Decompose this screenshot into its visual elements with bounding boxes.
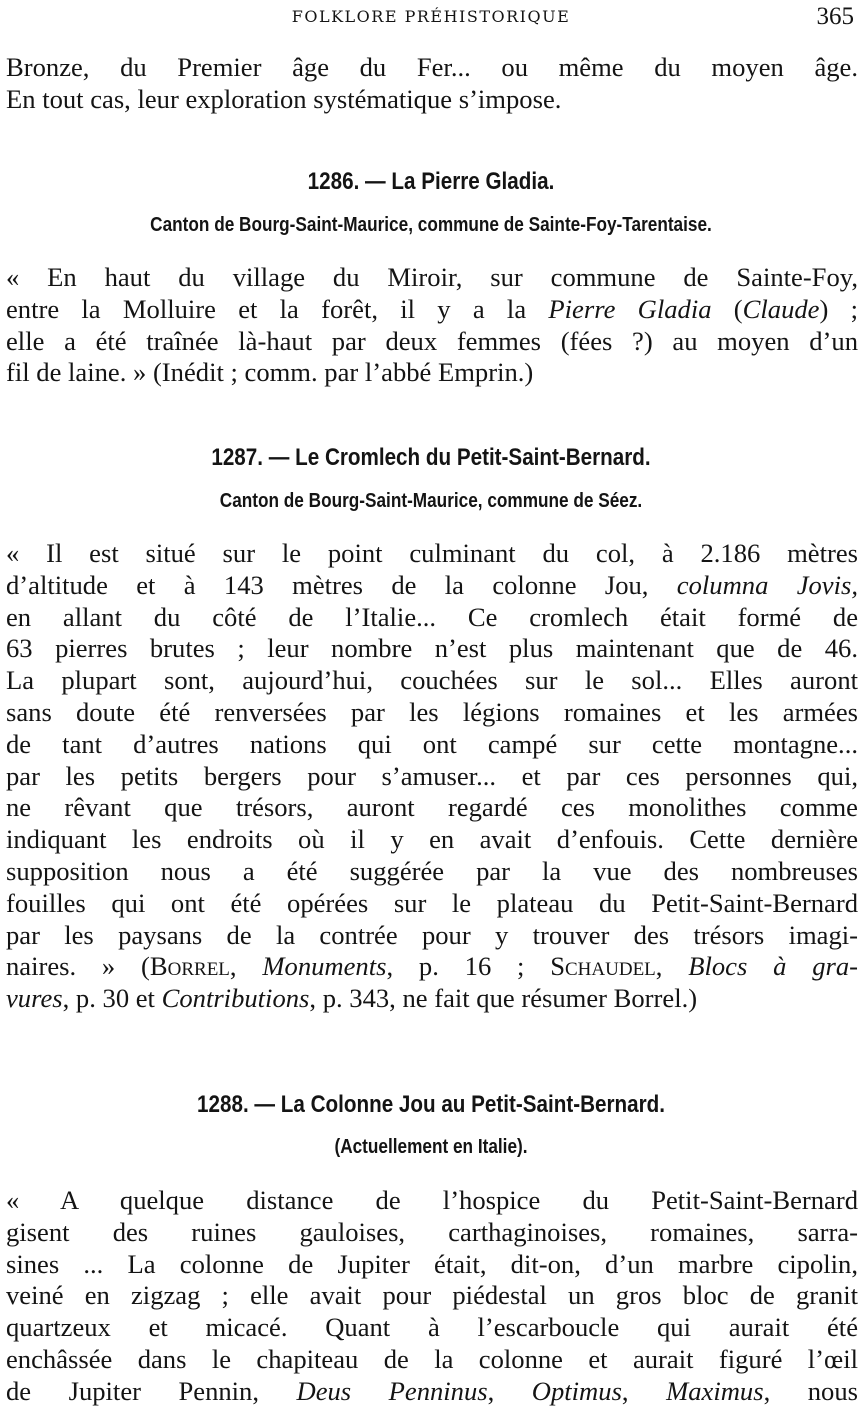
italic-term: Maximus [666, 1375, 764, 1406]
text-line: « A quelque distance de l’hospice du Petit-Saint-Bernard [6, 1185, 858, 1215]
entry-dash: — [254, 1091, 276, 1118]
entry-heading-1288 [60, 1091, 801, 1119]
text-line: supposition nous a été suggérée par la vue des nombreuses [6, 855, 858, 886]
text-line: veiné en zigzag ; elle avait pour piédestal un gros bloc de granit [6, 1280, 858, 1311]
text-line: vures, p. 30 et Contributions, p. 343, ne fait que résumer Borrel.) [6, 983, 698, 1014]
text-line: elle a été traînée là-haut par deux femmes (fées ?) au moyen d’un [6, 325, 858, 356]
text-line: par les petits bergers pour s’amuser... et par ces personnes qui, [6, 760, 858, 791]
text-line: La plupart sont, aujourd’hui, couchées sur le sol... Elles auront [6, 665, 858, 696]
text-line: indiquant les endroits où il y en avait d’enfouis. Cette dernière [6, 824, 858, 855]
italic-term: Blocs à gra- [688, 951, 858, 982]
text-line: par les paysans de la contrée pour y trouver des trésors imagi- [6, 919, 858, 950]
entry-body-1287 [6, 538, 858, 1015]
entry-body-1288 [6, 1185, 858, 1408]
entry-number: 1287. [211, 444, 264, 471]
text-line: sans doute été renversées par les légions romaines et les armées [6, 696, 858, 727]
text-line: Bronze, du Premier âge du Fer... ou même du moyen âge. [6, 52, 858, 82]
italic-term: Deus Penninus [296, 1375, 488, 1406]
running-title: FOLKLORE PRÉHISTORIQUE [291, 7, 571, 26]
text-line: ne rêvant que trésors, auront regardé ces monolithes comme [6, 792, 858, 823]
entry-title: La Colonne Jou au Petit-Saint-Bernard. [280, 1091, 665, 1118]
entry-subtitle-1286: Canton de Bourg-Saint-Maurice, commune de Sainte-Foy-Tarentaise. [150, 214, 712, 236]
entry-heading-1286 [60, 168, 801, 196]
text-line: naires. » (Borrel, Monuments, p. 16 ; Schaudel, Blocs à gra- [6, 951, 858, 982]
entry-dash: — [268, 444, 290, 471]
text-line: en allant du côté de l’Italie... Ce cromlech était formé de [6, 601, 858, 632]
entry-body-1286 [6, 262, 858, 389]
entry-title: La Pierre Gladia. [391, 168, 555, 195]
text-line: enchâssée dans le chapiteau de la colonne et aurait figuré l’œil [6, 1343, 858, 1374]
italic-term: Pierre Gladia [548, 293, 712, 324]
text-line: En tout cas, leur exploration systématique s’impose. [6, 83, 562, 114]
italic-term: Monuments [262, 951, 387, 982]
text-line: fouilles qui ont été opérées sur le plateau du Petit-Saint-Bernard [6, 887, 858, 918]
entry-title: Le Cromlech du Petit-Saint-Bernard. [295, 444, 651, 471]
author-name: Schaudel [550, 951, 656, 982]
text-line: gisent des ruines gauloises, carthaginoises, romaines, sarra- [6, 1216, 858, 1247]
entry-number: 1286. [307, 168, 360, 195]
entry-subtitle-1287: Canton de Bourg-Saint-Maurice, commune de Séez. [219, 490, 643, 512]
text-line: entre la Molluire et la forêt, il y a la Pierre Gladia (Claude) ; [6, 293, 858, 324]
text-line: de Jupiter Pennin, Deus Penninus, Optimus, Maximus, nous [6, 1375, 858, 1406]
entry-heading-1287 [60, 444, 801, 472]
text-line: 63 pierres brutes ; leur nombre n’est plus maintenant que de 46. [6, 633, 858, 664]
text-line: d’altitude et à 143 mètres de la colonne Jou, columna Jovis, [6, 569, 858, 600]
italic-term: Claude [742, 293, 820, 324]
page-number: 365 [816, 3, 854, 30]
italic-term: vures [6, 983, 63, 1014]
text-line: sines ... La colonne de Jupiter était, dit-on, d’un marbre cipolin, [6, 1248, 858, 1279]
text-line: « Il est situé sur le point culminant du col, à 2.186 mètres [6, 538, 858, 568]
author-name: Borrel [149, 951, 230, 982]
entry-number: 1288. [197, 1091, 249, 1118]
entry-dash: — [365, 168, 386, 195]
text-line: quartzeux et micacé. Quant à l’escarboucle qui aurait été [6, 1312, 858, 1343]
italic-term: Optimus [531, 1375, 622, 1406]
text-line: fil de laine. » (Inédit ; comm. par l’abbé Emprin.) [6, 357, 534, 388]
running-head [0, 3, 862, 29]
text-line: de tant d’autres nations qui ont campé sur cette montagne... [6, 728, 858, 759]
intro-paragraph [6, 52, 858, 116]
entry-subtitle-1288: (Actuellement en Italie). [334, 1136, 528, 1158]
italic-term: Contributions [161, 983, 310, 1014]
text-line: « En haut du village du Miroir, sur commune de Sainte-Foy, [6, 262, 858, 292]
italic-term: columna Jovis, [676, 569, 858, 600]
